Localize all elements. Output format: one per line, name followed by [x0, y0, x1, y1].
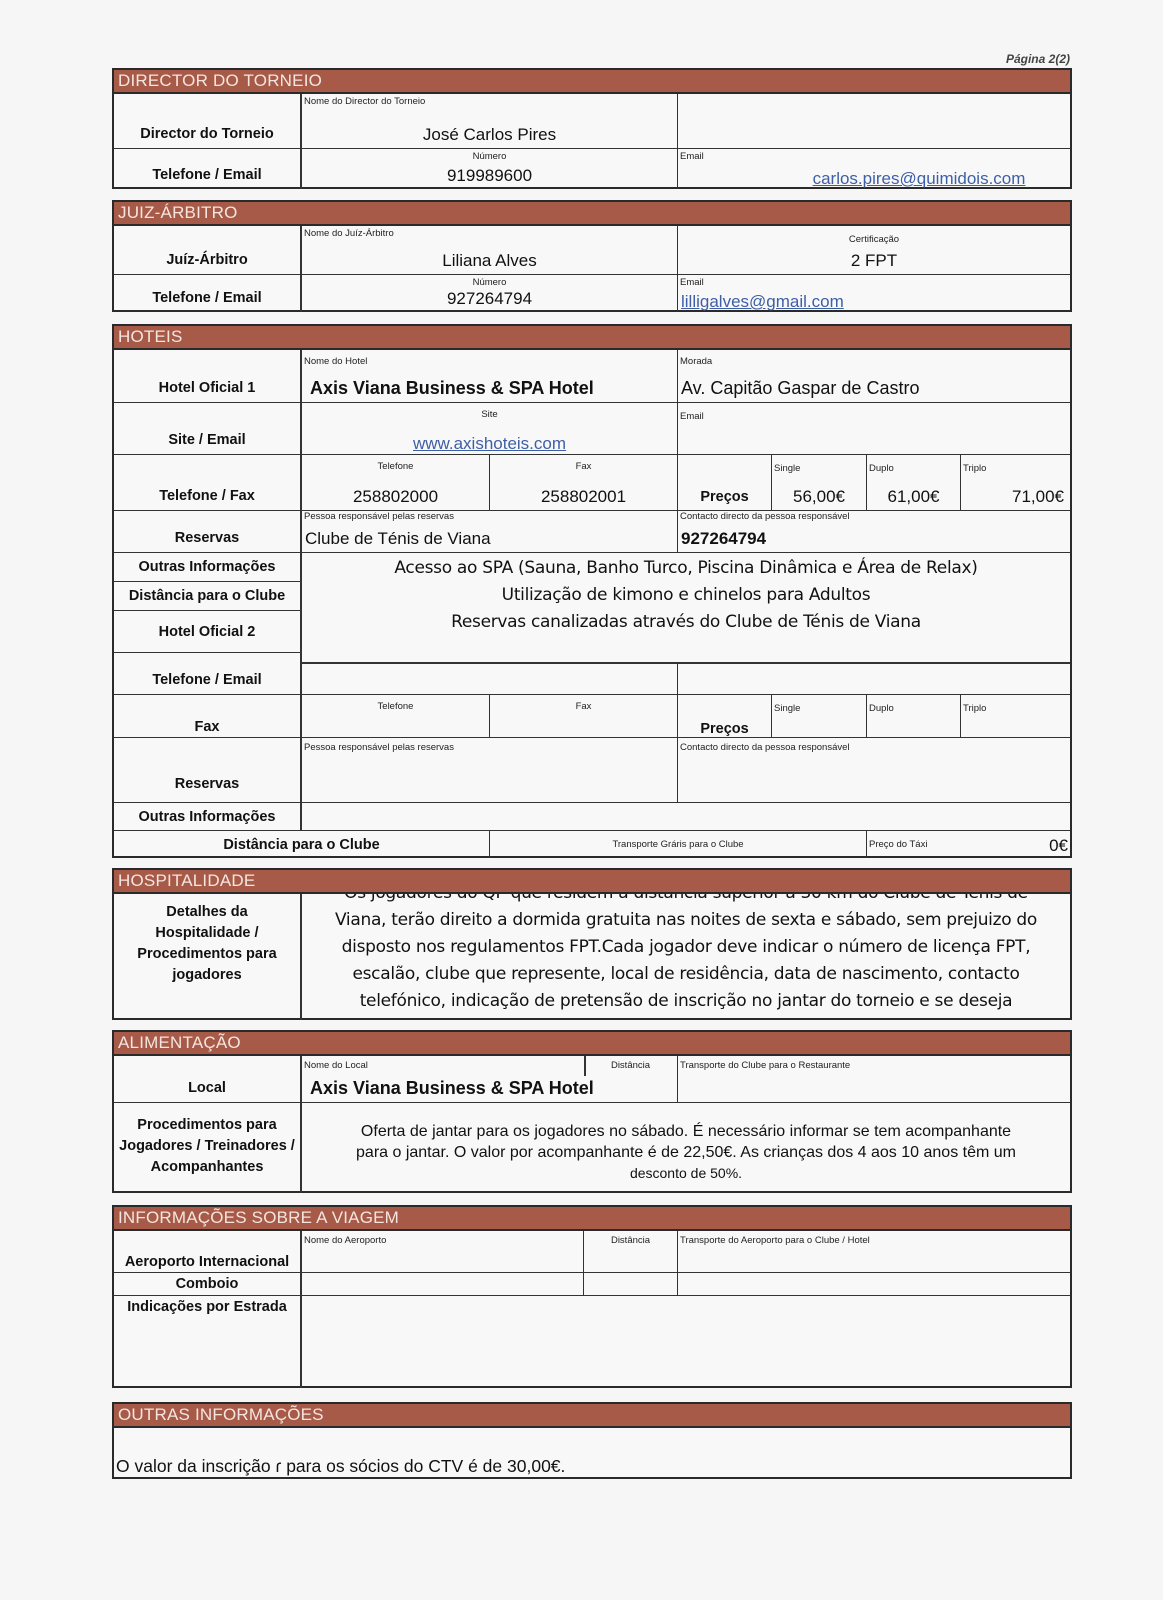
field-label: Nome do Juíz-Árbitro [304, 228, 394, 239]
field-label: Email [680, 277, 704, 288]
referee-name: Liliana Alves [442, 251, 537, 270]
field-label: Certificação [848, 234, 900, 245]
hotel1-phone: 258802000 [352, 487, 439, 506]
referee-number-cell [302, 275, 678, 312]
director-number-cell [302, 149, 678, 189]
note-line: Reservas canalizadas através do Clube de Ténis de Viana [451, 612, 921, 632]
hotel2-faxnum-cell [490, 695, 678, 738]
prices-label: Preços [700, 721, 749, 737]
food-procedures-cell [302, 1103, 1070, 1193]
field-label: Transporte Gráris para o Clube [612, 839, 744, 850]
referee-cert-cell [678, 226, 1070, 275]
field-label: Pessoa responsável pelas reservas [304, 511, 454, 522]
hotel2-double-cell [867, 695, 961, 738]
hotel1-other-info-label: Outras Informações [114, 553, 302, 582]
food-transport-cell [678, 1056, 1070, 1103]
food-local-name: Axis Viana Business & SPA Hotel [310, 1078, 594, 1098]
field-label: Nome do Aeroporto [304, 1235, 387, 1246]
hotel2-tel-cell [302, 695, 490, 738]
hospitality-line: disposto nos regulamentos FPT.Cada jogador deve indicar o número de licença FPT, [341, 937, 1031, 957]
page-number: Página 2(2) [1005, 52, 1070, 66]
hotel1-address: Av. Capitão Gaspar de Castro [681, 378, 920, 398]
hotel2-single-cell [772, 695, 867, 738]
hotel2-other-info-label: Outras Informações [114, 803, 302, 831]
field-label: Pessoa responsável pelas reservas [304, 742, 454, 753]
referee-cert: 2 FPT [850, 251, 898, 270]
road-directions-cell [302, 1296, 1070, 1388]
hotel1-single-price: 56,00€ [793, 487, 845, 506]
field-label: Morada [680, 356, 713, 367]
field-label: Duplo [869, 703, 894, 714]
field-label: Triplo [963, 703, 987, 714]
field-label: Distância [610, 1235, 651, 1246]
section-title: OUTRAS INFORMAÇÕES [114, 1404, 1070, 1428]
field-label: Preço do Táxi [869, 839, 928, 850]
hotel1-fax-cell [490, 455, 678, 511]
food-section [112, 1030, 1072, 1193]
field-label: Site [481, 409, 498, 420]
hotel1-site-cell [302, 403, 678, 455]
referee-section [112, 200, 1072, 312]
hotel1-phone-label: Telefone / Fax [114, 455, 302, 511]
hotel1-name: Axis Viana Business & SPA Hotel [310, 378, 594, 398]
train-distance-cell [584, 1273, 678, 1296]
travel-section [112, 1205, 1072, 1388]
hotel1-phone-cell [302, 455, 490, 511]
hotel2-reservations-label: Reservas [114, 738, 302, 803]
director-email-cell [678, 149, 1070, 189]
food-local-label: Local [114, 1056, 302, 1103]
hotel1-site-label: Site / Email [114, 403, 302, 455]
field-label: Single [774, 463, 801, 474]
hotel2-contact-cell [678, 738, 1070, 803]
hospitality-section [112, 868, 1072, 1020]
hotel1-double-price: 61,00€ [887, 487, 940, 506]
director-section [112, 68, 1072, 189]
hospitality-line: telefónico, indicação de pretensão de inscrição no jantar do torneio e se deseja [359, 991, 1013, 1011]
hotel2-label: Hotel Oficial 2 [114, 611, 302, 653]
food-line: Oferta de jantar para os jogadores no sábado. É necessário informar se tem acompanhante [360, 1123, 1012, 1140]
referee-label: Juíz-Árbitro [114, 226, 302, 275]
train-label: Comboio [114, 1273, 302, 1296]
director-number: 919989600 [446, 166, 533, 185]
field-label: Email [680, 151, 704, 162]
field-label: Nome do Hotel [304, 356, 368, 367]
hotel2-prices-label-cell [678, 695, 772, 738]
hotel1-single-cell [772, 455, 867, 511]
section-title: HOSPITALIDADE [114, 870, 1070, 894]
referee-email-cell [678, 275, 1070, 312]
director-email-link[interactable]: carlos.pires@quimidois.com [812, 169, 1026, 188]
road-label: Indicações por Estrada [114, 1296, 302, 1388]
food-line: desconto de 50%. [629, 1165, 743, 1181]
section-title: HOTEIS [114, 326, 1070, 350]
field-label: Fax [575, 701, 592, 712]
field-label: Telefone [377, 461, 414, 472]
other-info-text: O valor da inscrição ɾ para os sócios do CTV é de 30,00€. [116, 1456, 566, 1476]
hotel1-site-link[interactable]: www.axishoteis.com [412, 434, 567, 453]
hotel2-triple-cell [961, 695, 1070, 738]
hotel1-reservations-label: Reservas [114, 511, 302, 553]
hotels-section [112, 324, 1072, 858]
director-extra-cell [678, 94, 1070, 149]
airport-label: Aeroporto Internacional [114, 1231, 302, 1273]
hotel1-name-cell [302, 350, 678, 403]
section-title: DIRECTOR DO TORNEIO [114, 70, 1070, 94]
director-contact-label: Telefone / Email [114, 149, 302, 189]
hotel1-label: Hotel Oficial 1 [114, 350, 302, 403]
hotel2-email-cell [678, 664, 1070, 695]
food-procedures-label: Procedimentos para Jogadores / Treinadores / Acompanhantes [114, 1103, 302, 1193]
field-label: Distância [610, 1060, 651, 1071]
field-label: Duplo [869, 463, 894, 474]
hotel1-contact: 927264794 [681, 529, 767, 548]
field-label: Nome do Director do Torneio [304, 96, 426, 107]
hospitality-line: escalão, clube que represente, local de residência, data de nascimento, contacto [352, 964, 1020, 984]
field-label: Email [680, 411, 704, 422]
hotel1-triple-price: 71,00€ [1012, 487, 1064, 506]
field-label: Número [472, 277, 507, 288]
referee-name-cell [302, 226, 678, 275]
hotel1-prices-label-cell [678, 455, 772, 511]
hospitality-text-cell [302, 894, 1070, 1020]
hotel1-resp-cell [302, 511, 678, 553]
hotel2-phone-email-label: Telefone / Email [114, 653, 302, 695]
hotel2-taxi-cell [867, 831, 1070, 858]
field-label: Telefone [377, 701, 414, 712]
hotel2-resp-cell [302, 738, 678, 803]
note-line: Utilização de kimono e chinelos para Adultos [501, 585, 871, 605]
hotel2-fax-label: Fax [114, 695, 302, 738]
hotel1-triple-cell [961, 455, 1070, 511]
section-title: INFORMAÇÕES SOBRE A VIAGEM [114, 1207, 1070, 1231]
hotel1-double-cell [867, 455, 961, 511]
airport-name-cell [302, 1231, 584, 1273]
food-name-cell [302, 1056, 594, 1103]
referee-contact-label: Telefone / Email [114, 275, 302, 312]
hotel2-transport-cell [490, 831, 867, 858]
other-section [112, 1402, 1072, 1479]
field-label: Triplo [963, 463, 987, 474]
hotel1-distance-label: Distância para o Clube [114, 582, 302, 611]
field-label: Contacto directo da pessoa responsável [680, 742, 850, 753]
hotel1-resp: Clube de Ténis de Viana [305, 529, 491, 548]
hotel2-other-info-cell [302, 803, 1070, 831]
hospitality-label: Detalhes da Hospitalidade / Procedimentos para jogadores [114, 894, 302, 1020]
section-title: ALIMENTAÇÃO [114, 1032, 1070, 1056]
hotel1-address-cell [678, 350, 1070, 403]
field-label: Single [774, 703, 801, 714]
field-label: Nome do Local [304, 1060, 368, 1071]
note-line: Acesso ao SPA (Sauna, Banho Turco, Piscina Dinâmica e Área de Relax) [394, 558, 978, 578]
field-label: Fax [575, 461, 592, 472]
field-label: Contacto directo da pessoa responsável [680, 511, 850, 522]
director-name-cell [302, 94, 678, 149]
section-title: JUIZ-ÁRBITRO [114, 202, 1070, 226]
airport-distance-cell [584, 1231, 678, 1273]
food-distance-cell [584, 1056, 678, 1103]
field-label: Transporte do Aeroporto para o Clube / Hotel [680, 1235, 870, 1246]
prices-label: Preços [700, 489, 749, 505]
director-label: Director do Torneio [114, 94, 302, 149]
hotel2-taxi-price: 0€ [1049, 836, 1068, 855]
field-label: Número [472, 151, 507, 162]
hospitality-line: Viana, terão direito a dormida gratuita nas noites de sexta e sábado, sem prejuizo do [334, 910, 1038, 930]
referee-number: 927264794 [446, 289, 533, 308]
hotel1-email-cell [678, 403, 1070, 455]
hotel1-contact-cell [678, 511, 1070, 553]
train-transport-cell [678, 1273, 1070, 1296]
hotel2-phone-cell [302, 664, 678, 695]
airport-transport-cell [678, 1231, 1070, 1273]
field-label: Transporte do Clube para o Restaurante [680, 1060, 851, 1071]
hotel1-fax: 258802001 [540, 487, 627, 506]
hotel2-distance-label: Distância para o Clube [114, 831, 490, 858]
hotel1-notes-cell [302, 553, 1070, 664]
train-name-cell [302, 1273, 584, 1296]
referee-email-link[interactable]: lilligalves@gmail.com [681, 292, 844, 311]
food-line: para o jantar. O valor por acompanhante é de 22,50€. As crianças dos 4 aos 10 anos têm um [356, 1144, 1016, 1161]
director-name: José Carlos Pires [422, 125, 557, 144]
